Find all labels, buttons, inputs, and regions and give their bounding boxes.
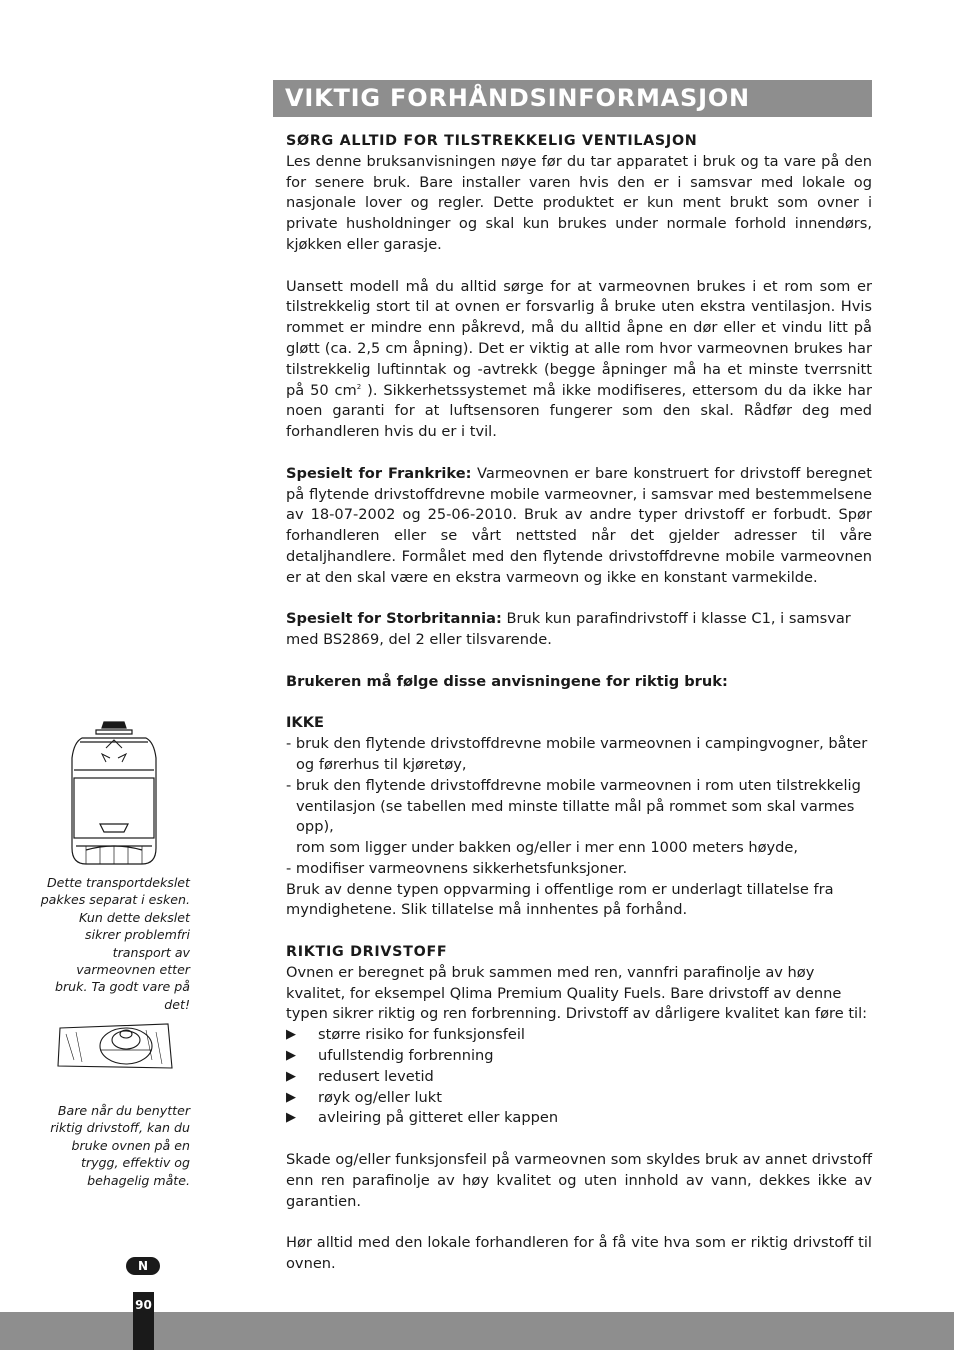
bullet-triangle-icon: ▶	[286, 1068, 296, 1084]
dealer-paragraph: Hør alltid med den lokale forhandleren for å få vite hva som er riktig drivstoff til ovnen.	[286, 1234, 872, 1273]
bullet-triangle-icon: ▶	[286, 1110, 296, 1126]
title-bar	[273, 80, 872, 117]
france-label: Spesielt for Frankrike:	[286, 464, 472, 482]
intro-paragraph: Les denne bruksanvisningen nøye før du tar apparatet i bruk og ta vare på den for senere bruk. Bare installer varen hvis den er i samsvar med lokale og nasjonale lover og regler. Dette produktet er kun ment brukt som ovner i private husholdninger og skal kun brukes under normale forhold innendørs, kjøkken eller garasje.	[286, 152, 872, 253]
page-title: VIKTIG FORHÅNDSINFORMASJON	[285, 84, 750, 112]
bullet-triangle-icon: ▶	[286, 1027, 296, 1043]
fuel-intro: Ovnen er beregnet på bruk sammen med ren, vannfri parafinolje av høy kvalitet, for eksempel Qlima Premium Quality Fuels. Bare drivstoff av denne typen sikrer riktig og ren forbrenning. Drivstoff av dårligere kvalitet kan føre til:	[286, 963, 868, 1023]
ikke-item: - bruk den flytende drivstoffdrevne mobile varmeovnen i rom uten tilstrekkelig	[286, 776, 861, 794]
ventilation-paragraph: Uansett modell må du alltid sørge for at varmeovnen brukes i et rom som er tilstrekkelig stort til at ovnen er forsvarlig å bruke uten ekstra ventilasjon. Hvis rommet er mindre enn påkrevd, må du alltid åpne en dør eller et vindu litt på gløtt (ca. 2,5 cm åpning). Det er viktig at alle rom hvor varmeovnen brukes har tilstrekkelig luftinntak og -avtrekk (begge åpninger må ha et minste tverrsnitt på 50 $cm^2$ ). Sikkerhetssystemet må ikke modifiseres, ettersom du da ikke har noen garanti for at luftsensoren fungerer som den skal. Rådfør deg med forhandleren hvis du er i tvil.	[286, 277, 872, 441]
uk-label: Spesielt for Storbritannia:	[286, 610, 502, 628]
list-item: ▶ røyk og/eller lukt	[286, 1088, 872, 1109]
france-paragraph: Spesielt for Frankrike: Varmeovnen er bare konstruert for drivstoff beregnet på flytende drivstoffdrevne mobile varmeovner, i samsvar med bestemmelsene av 18-07-2002 og 25-06-2010. Bruk av andre typer drivstoff er forbudt. Spør forhandleren eller se vårt nettsted når det gjelder adresser til våre detaljhandlere. Formålet med den flytende drivstoffdrevne mobile varmeovnen er at den skal være en ekstra varmeovn og ikke en konstant varmekilde.	[286, 464, 872, 586]
bullet-triangle-icon: ▶	[286, 1048, 296, 1064]
list-item: ▶ avleiring på gitteret eller kappen	[286, 1108, 872, 1129]
ikke-item: rom som ligger under bakken og/eller i mer enn 1000 meters høyde,	[296, 839, 799, 857]
list-item: ▶ ufullstendig forbrenning	[286, 1046, 872, 1067]
ventilation-heading: SØRG ALLTID FOR TILSTREKKELIG VENTILASJON	[286, 133, 698, 149]
fuel-heading: RIKTIG DRIVSTOFF	[286, 944, 448, 961]
main-content	[286, 131, 872, 1275]
ikke-item: - modifiser varmeovnens sikkerhetsfunksjoner.	[286, 859, 628, 877]
fuel-container-illustration	[66, 718, 162, 868]
ikke-heading: IKKE	[286, 714, 325, 732]
warranty-paragraph: Skade og/eller funksjonsfeil på varmeovnen som skyldes bruk av annet drivstoff enn ren parafinolje av høy kvalitet og uten innhold av vann, dekkes ikke av garantien.	[286, 1151, 872, 1210]
uk-paragraph: Spesielt for Storbritannia: Bruk kun parafindrivstoff i klasse C1, i samsvar med BS2869, del 2 eller tilsvarende.	[286, 610, 851, 649]
bullet-triangle-icon: ▶	[286, 1089, 296, 1105]
ikke-item: - bruk den flytende drivstoffdrevne mobile varmeovnen i campingvogner, båter	[286, 735, 868, 753]
language-badge: N	[126, 1257, 160, 1275]
user-must-label: Brukeren må følge disse anvisningene for riktig bruk:	[286, 672, 728, 690]
ikke-item: ventilasjon (se tabellen med minste tillatte mål på rommet som skal varmes opp),	[296, 797, 855, 836]
page-number: 90	[135, 1298, 152, 1312]
list-item: ▶ større risiko for funksjonsfeil	[286, 1025, 872, 1046]
caption-fuel: Bare når du benytter riktig drivstoff, kan du bruke ovnen på en trygg, effektiv og behagelig måte.	[50, 1103, 190, 1188]
list-item: ▶ redusert levetid	[286, 1067, 872, 1088]
permit-paragraph: Bruk av denne typen oppvarming i offentlige rom er underlagt tillatelse fra myndighetene. Slik tillatelse må innhentes på forhånd.	[286, 880, 834, 919]
caption-transport-cover: Dette transportdekslet pakkes separat i esken. Kun dette dekslet sikrer problemfri transport av varmeovnen etter bruk. Ta godt vare på det!	[40, 875, 190, 1012]
transport-cover-illustration	[56, 1020, 174, 1072]
superscript-2: 2	[356, 382, 362, 391]
ikke-item: og førerhus til kjøretøy,	[296, 755, 467, 773]
